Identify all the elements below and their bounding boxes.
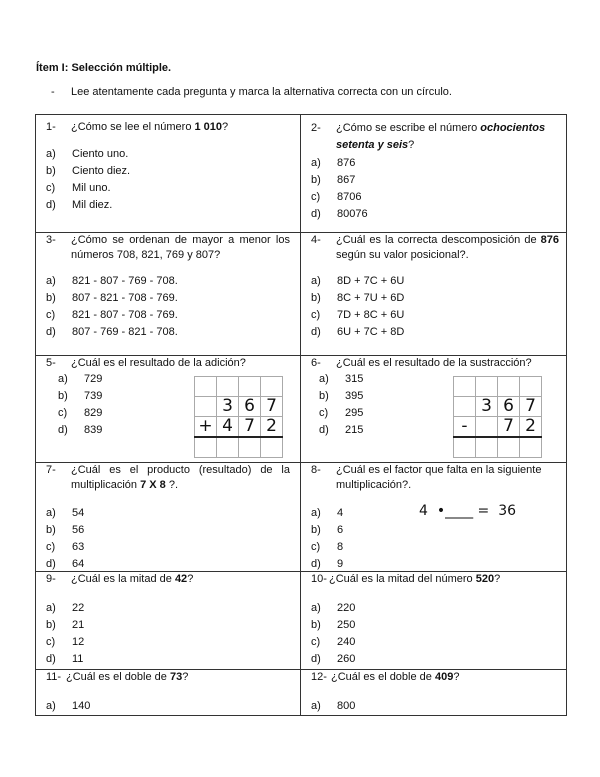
answer-option[interactable]: [311, 290, 559, 307]
option-text: 54: [72, 507, 85, 519]
option-letter: d): [46, 653, 56, 665]
question-number: 3-: [46, 234, 56, 246]
option-text: Ciento diez.: [72, 165, 131, 177]
option-letter: c): [46, 636, 56, 648]
option-letter: d): [46, 558, 56, 570]
option-text: 315: [345, 373, 364, 385]
question-number: 5-: [46, 357, 56, 369]
question-number: 4-: [311, 234, 321, 246]
option-text: 839: [84, 424, 103, 436]
option-text: 729: [84, 373, 103, 385]
question-number: 12-: [311, 671, 327, 683]
answer-option[interactable]: [46, 556, 290, 573]
option-letter: b): [46, 524, 56, 536]
answer-option[interactable]: [46, 698, 290, 715]
option-letter: c): [46, 541, 56, 553]
question-number: 7-: [46, 464, 56, 476]
question-number: 11-: [46, 671, 62, 683]
option-letter: d): [311, 558, 321, 570]
question-text: ¿Cuál es el resultado de la adición?: [71, 357, 246, 369]
answer-option[interactable]: [46, 146, 290, 163]
option-letter: a): [46, 602, 56, 614]
option-text: 821 - 807 - 708 - 769.: [72, 309, 178, 321]
option-text: 8D + 7C + 6U: [337, 275, 405, 287]
answer-option[interactable]: [311, 600, 559, 617]
option-text: 80076: [337, 208, 368, 220]
option-text: Mil diez.: [72, 199, 113, 211]
option-letter: d): [58, 424, 68, 436]
answer-option[interactable]: [311, 522, 559, 539]
questions-table: [35, 114, 567, 716]
section-title: Ítem I: Selección múltiple.: [36, 62, 172, 74]
option-text: 64: [72, 558, 85, 570]
instruction-bullet: -: [51, 86, 55, 98]
question-6: [301, 356, 567, 462]
option-text: 395: [345, 390, 364, 402]
question-text: ¿Cómo se lee el número 1 010?: [71, 121, 229, 133]
answer-option[interactable]: [46, 163, 290, 180]
option-text: 7D + 8C + 6U: [337, 309, 405, 321]
question-text: ¿Cómo se escribe el número ochocientos setenta y seis?: [336, 122, 546, 151]
answer-option[interactable]: [311, 189, 559, 206]
question-text: ¿Cuál es el producto (resultado) de la multiplicación 7 X 8 ?.: [71, 464, 290, 491]
answer-option[interactable]: [311, 155, 559, 172]
option-letter: d): [311, 653, 321, 665]
option-letter: a): [311, 507, 321, 519]
answer-option[interactable]: [311, 651, 559, 668]
multiplication-equation: 4 •____ = 36: [419, 503, 517, 519]
option-text: 63: [72, 541, 85, 553]
option-letter: b): [58, 390, 68, 402]
answer-option[interactable]: [46, 273, 290, 290]
question-1: [36, 120, 300, 214]
answer-option[interactable]: [311, 698, 559, 715]
option-text: 739: [84, 390, 103, 402]
option-text: 56: [72, 524, 85, 536]
question-number: 1-: [46, 121, 56, 133]
answer-option[interactable]: [46, 307, 290, 324]
option-letter: b): [319, 390, 329, 402]
answer-option[interactable]: [311, 307, 559, 324]
option-text: 140: [72, 700, 91, 712]
option-letter: a): [319, 373, 329, 385]
option-text: Mil uno.: [72, 182, 111, 194]
question-text: ¿Cuál es la mitad de 42?: [71, 573, 194, 585]
answer-option[interactable]: [46, 617, 290, 634]
option-text: 807 - 769 - 821 - 708.: [72, 326, 178, 338]
question-text: ¿Cuál es el resultado de la sustracción?: [336, 357, 532, 369]
option-text: 8: [337, 541, 344, 553]
answer-option[interactable]: [46, 539, 290, 556]
option-text: 829: [84, 407, 103, 419]
instruction: [51, 86, 452, 98]
option-text: 21: [72, 619, 85, 631]
answer-option[interactable]: [311, 206, 559, 223]
option-text: 250: [337, 619, 356, 631]
options-list: [46, 273, 290, 341]
question-number: 8-: [311, 464, 321, 476]
option-letter: d): [311, 326, 321, 338]
question-text: ¿Cuál es el doble de 409?: [331, 671, 460, 683]
instruction-text: Lee atentamente cada pregunta y marca la alternativa correcta con un círculo.: [71, 86, 452, 98]
option-letter: a): [46, 148, 56, 160]
option-text: 807 - 821 - 708 - 769.: [72, 292, 178, 304]
option-letter: a): [46, 275, 56, 287]
answer-option[interactable]: [46, 634, 290, 651]
option-letter: a): [311, 602, 321, 614]
option-letter: a): [58, 373, 68, 385]
options-list: [311, 698, 559, 715]
option-letter: b): [311, 619, 321, 631]
option-text: 8C + 7U + 6D: [337, 292, 405, 304]
option-text: Ciento uno.: [72, 148, 129, 160]
option-text: 295: [345, 407, 364, 419]
option-text: 4: [337, 507, 344, 519]
option-text: 22: [72, 602, 85, 614]
options-list: [46, 600, 290, 668]
question-10: [301, 572, 567, 668]
option-text: 821 - 807 - 769 - 708.: [72, 275, 178, 287]
option-text: 9: [337, 558, 344, 570]
option-letter: c): [311, 309, 321, 321]
option-letter: b): [311, 292, 321, 304]
answer-option[interactable]: [46, 651, 290, 668]
question-12: [301, 670, 567, 715]
question-text: ¿Cómo se ordenan de mayor a menor los números 708, 821, 769 y 807?: [71, 234, 290, 261]
option-letter: b): [46, 619, 56, 631]
question-8: [301, 463, 567, 571]
option-letter: a): [46, 700, 56, 712]
question-number: 2-: [311, 122, 321, 134]
option-text: 240: [337, 636, 356, 648]
options-list: [46, 505, 290, 573]
option-letter: a): [46, 507, 56, 519]
option-text: 867: [337, 174, 356, 186]
answer-blank: ____: [445, 503, 474, 519]
answer-option[interactable]: [311, 172, 559, 189]
option-text: 800: [337, 700, 356, 712]
option-letter: c): [46, 182, 56, 194]
option-letter: b): [311, 524, 321, 536]
question-text: ¿Cuál es la mitad del número 520?: [329, 573, 501, 585]
option-letter: b): [311, 174, 321, 186]
option-letter: b): [46, 165, 56, 177]
question-text: ¿Cuál es la correcta descomposición de 876 según su valor posicional?.: [336, 234, 559, 261]
option-text: 260: [337, 653, 356, 665]
options-list: [311, 600, 559, 668]
question-number: 6-: [311, 357, 321, 369]
question-5: [36, 356, 300, 462]
addition-grid: 3 6 7 + 4 7 2: [194, 376, 283, 458]
option-letter: c): [58, 407, 68, 419]
question-text: ¿Cuál es el doble de 73?: [66, 671, 189, 683]
answer-option[interactable]: [311, 539, 559, 556]
option-text: 220: [337, 602, 356, 614]
question-7: [36, 463, 300, 573]
option-text: 6U + 7C + 8D: [337, 326, 405, 338]
option-letter: d): [46, 326, 56, 338]
option-text: 8706: [337, 191, 362, 203]
answer-option[interactable]: [311, 617, 559, 634]
option-letter: c): [46, 309, 56, 321]
question-2: [301, 120, 567, 223]
option-text: 6: [337, 524, 344, 536]
question-number: 9-: [46, 573, 56, 585]
question-11: [36, 670, 300, 715]
options-list: [311, 155, 559, 223]
question-9: [36, 572, 300, 668]
question-number: 10-: [311, 573, 327, 585]
option-letter: c): [311, 191, 321, 203]
question-3: [36, 233, 300, 341]
option-letter: b): [46, 292, 56, 304]
option-letter: c): [319, 407, 329, 419]
answer-option[interactable]: [311, 634, 559, 651]
answer-option[interactable]: [46, 522, 290, 539]
answer-option[interactable]: [46, 324, 290, 341]
option-letter: a): [311, 157, 321, 169]
answer-option[interactable]: [311, 324, 559, 341]
question-text: ¿Cuál es el factor que falta en la siguiente multiplicación?.: [336, 464, 542, 491]
option-letter: a): [311, 275, 321, 287]
option-letter: d): [311, 208, 321, 220]
option-letter: c): [311, 541, 321, 553]
option-letter: c): [311, 636, 321, 648]
answer-option[interactable]: [46, 600, 290, 617]
subtraction-grid: 3 6 7 - 7 2: [453, 376, 542, 458]
options-list: [46, 146, 290, 214]
answer-option[interactable]: [46, 197, 290, 214]
answer-option[interactable]: [311, 556, 559, 573]
option-text: 11: [72, 653, 84, 665]
options-list: [46, 698, 290, 715]
answer-option[interactable]: [46, 180, 290, 197]
option-text: 876: [337, 157, 356, 169]
option-letter: a): [311, 700, 321, 712]
answer-option[interactable]: [46, 290, 290, 307]
option-text: 215: [345, 424, 364, 436]
options-list: [311, 273, 559, 341]
answer-option[interactable]: [311, 273, 559, 290]
option-letter: d): [319, 424, 329, 436]
answer-option[interactable]: [46, 505, 290, 522]
question-4: [301, 233, 567, 341]
option-letter: d): [46, 199, 56, 211]
option-text: 12: [72, 636, 85, 648]
